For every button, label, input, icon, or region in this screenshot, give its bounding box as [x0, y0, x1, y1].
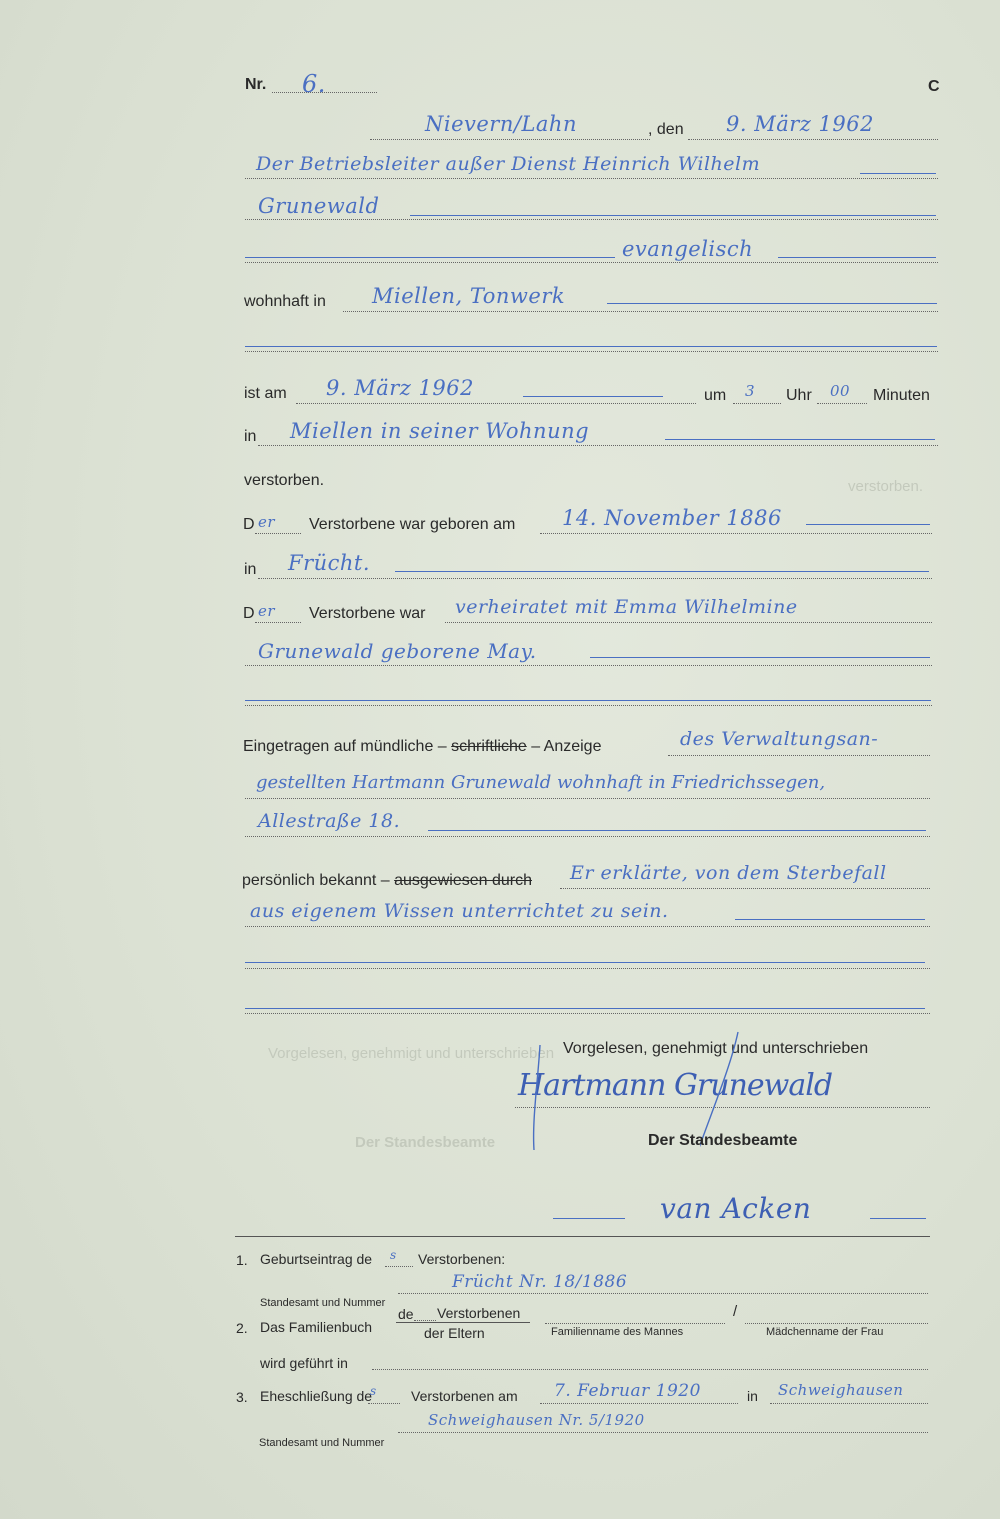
- item3-date-line: [540, 1403, 738, 1404]
- residence-line: [343, 311, 938, 312]
- birth-place: Frücht.: [288, 551, 371, 575]
- registration-line-3: [245, 836, 930, 837]
- identity-label-prefix: persönlich bekannt –: [242, 872, 390, 889]
- fill-stroke: [245, 700, 931, 701]
- maedchenname-label: Mädchenname der Frau: [766, 1326, 884, 1338]
- marital-d-label: D: [243, 605, 255, 622]
- place-value: Nievern/Lahn: [425, 112, 577, 136]
- fill-stroke: [428, 830, 926, 831]
- item1-label: Geburtseintrag de: [260, 1251, 373, 1267]
- identity-value-1: Er erklärte, von dem Sterbefall: [570, 862, 887, 884]
- fill-stroke: [245, 257, 615, 258]
- identity-line-2: [245, 926, 930, 927]
- marital-value-1: verheiratet mit Emma Wilhelmine: [455, 596, 798, 618]
- item2-num: 2.: [236, 1320, 248, 1336]
- birth-d-label: D: [243, 516, 255, 533]
- birth-place-line: [258, 578, 932, 579]
- nr-label: Nr.: [245, 76, 267, 93]
- item3-date: 7. Februar 1920: [554, 1381, 701, 1401]
- fill-stroke: [553, 1218, 625, 1219]
- marital-d-line: [255, 622, 301, 623]
- fill-stroke: [665, 439, 935, 440]
- item2-label: Das Familienbuch: [260, 1319, 373, 1335]
- item3-place-line: [770, 1403, 928, 1404]
- familienname-label: Familienname des Mannes: [551, 1326, 684, 1338]
- registration-label-prefix: Eingetragen auf mündliche –: [243, 738, 447, 755]
- item3-suffix-line: [368, 1403, 400, 1404]
- identity-line-4: [245, 1013, 930, 1014]
- item2-eltern: der Eltern: [424, 1325, 485, 1341]
- religion-value: evangelisch: [622, 237, 754, 261]
- marital-line-2: [245, 665, 932, 666]
- informant-signature: Hartmann Grunewald: [518, 1068, 833, 1103]
- date-line: [688, 139, 938, 140]
- ghost-vorgelesen: Vorgelesen, genehmigt und unterschrieben: [268, 1045, 555, 1062]
- item3-value: Schweighausen Nr. 5/1920: [428, 1411, 645, 1429]
- registration-value-3: Allestraße 18.: [258, 810, 401, 832]
- death-place-line: [258, 445, 938, 446]
- fill-stroke: [523, 396, 663, 397]
- death-date: 9. März 1962: [326, 376, 474, 400]
- registrar-signature: van Acken: [660, 1192, 812, 1225]
- standesamt-label-2: Standesamt und Nummer: [259, 1437, 385, 1449]
- item3-label: Eheschließung de: [260, 1388, 373, 1404]
- marital-label: Verstorbene war: [309, 605, 426, 622]
- gefuehrt-label: wird geführt in: [260, 1355, 348, 1371]
- item1-value-line: [398, 1293, 928, 1294]
- item3-value-line: [398, 1432, 928, 1433]
- identity-line-1: [560, 888, 930, 889]
- birth-date: 14. November 1886: [562, 506, 782, 530]
- death-date-line: [296, 403, 696, 404]
- registration-line-2: [245, 798, 930, 799]
- fill-stroke: [245, 1008, 925, 1009]
- person-name-2: Grunewald: [258, 194, 380, 218]
- marital-line-1: [445, 622, 932, 623]
- fill-stroke: [245, 962, 925, 963]
- identity-label: [242, 872, 532, 890]
- fill-stroke: [395, 571, 929, 572]
- read-approved-text: Vorgelesen, genehmigt und unterschrieben: [563, 1040, 869, 1057]
- item2-fraction-line: [396, 1322, 530, 1323]
- person-name-1: Der Betriebsleiter außer Dienst Heinrich Wilhelm: [256, 153, 761, 175]
- identity-line-3: [245, 968, 930, 969]
- registration-line-1: [668, 755, 930, 756]
- item2-slash: /: [733, 1303, 738, 1320]
- registration-label: [243, 738, 601, 756]
- death-place: Miellen in seiner Wohnung: [290, 419, 590, 443]
- residence-value: Miellen, Tonwerk: [372, 284, 566, 308]
- residence-line-2: [245, 351, 938, 352]
- birth-label: Verstorbene war geboren am: [309, 516, 516, 533]
- registration-label-struck: schriftliche: [451, 738, 527, 755]
- item2-husband-line: [545, 1323, 725, 1324]
- item3-num: 3.: [236, 1389, 248, 1405]
- fill-stroke: [860, 173, 936, 174]
- birth-d-suffix: er: [258, 513, 276, 531]
- person-line-1: [245, 178, 938, 179]
- death-minutes: 00: [830, 382, 851, 400]
- identity-value-2: aus eigenem Wissen unterrichtet zu sein.: [250, 900, 669, 922]
- identity-label-struck: ausgewiesen durch: [394, 872, 532, 889]
- item1-value: Frücht Nr. 18/1886: [452, 1272, 628, 1292]
- ghost-standesbeamte: Der Standesbeamte: [355, 1134, 496, 1151]
- signature-flourish: [520, 1040, 580, 1180]
- fill-stroke: [590, 657, 930, 658]
- birth-d-line: [255, 533, 301, 534]
- uhr-label: Uhr: [786, 387, 812, 404]
- registration-value-1: des Verwaltungsan-: [680, 728, 879, 750]
- item3-place: Schweighausen: [778, 1381, 904, 1399]
- item1-tail: Verstorbenen:: [418, 1251, 506, 1267]
- registration-label-suffix: – Anzeige: [531, 738, 602, 755]
- fill-stroke: [806, 524, 930, 525]
- registrar-label: Der Standesbeamte: [648, 1132, 798, 1149]
- marital-line-3: [245, 705, 932, 706]
- item3-suffix: s: [370, 1384, 377, 1398]
- hour-line: [733, 403, 781, 404]
- death-in-label: in: [244, 428, 257, 445]
- den-label: , den: [648, 121, 684, 138]
- birth-in-label: in: [244, 561, 257, 578]
- fill-stroke: [410, 215, 936, 216]
- fill-stroke: [870, 1218, 926, 1219]
- standesamt-label-1: Standesamt und Nummer: [260, 1297, 386, 1309]
- item2-wife-line: [745, 1323, 928, 1324]
- fill-stroke: [778, 257, 936, 258]
- marital-value-2: Grunewald geborene May.: [258, 639, 537, 663]
- person-line-2: [245, 219, 938, 220]
- place-line: [370, 139, 650, 140]
- registration-value-2: gestellten Hartmann Grunewald wohnhaft in Friedrichssegen,: [256, 772, 826, 793]
- fill-stroke: [607, 303, 937, 304]
- um-label: um: [704, 387, 727, 404]
- minuten-label: Minuten: [873, 387, 930, 404]
- item1-suffix-line: [385, 1266, 413, 1267]
- ist-am-label: ist am: [244, 385, 287, 402]
- gefuehrt-line: [372, 1369, 928, 1370]
- item2-de-line: [414, 1320, 436, 1321]
- minute-line: [817, 403, 867, 404]
- marital-d-suffix: er: [258, 602, 276, 620]
- death-hour: 3: [745, 382, 756, 400]
- nr-value: 6.: [302, 70, 326, 98]
- fill-stroke: [735, 919, 925, 920]
- item1-num: 1.: [236, 1252, 248, 1268]
- footer-rule: [235, 1236, 930, 1237]
- religion-line: [245, 262, 938, 263]
- item2-de: de: [398, 1306, 414, 1322]
- record-date: 9. März 1962: [726, 112, 874, 136]
- item2-verstorbenen: Verstorbenen: [437, 1305, 521, 1321]
- birth-date-line: [540, 533, 932, 534]
- item3-in: in: [747, 1388, 758, 1404]
- item1-suffix: s: [390, 1248, 397, 1262]
- item3-mid: Verstorbenen am: [411, 1388, 518, 1404]
- fill-stroke: [245, 346, 937, 347]
- verstorben-label: verstorben.: [244, 472, 325, 489]
- corner-letter: C: [928, 78, 940, 95]
- ghost-verstorben: verstorben.: [848, 478, 924, 495]
- wohnhaft-label: wohnhaft in: [244, 293, 326, 310]
